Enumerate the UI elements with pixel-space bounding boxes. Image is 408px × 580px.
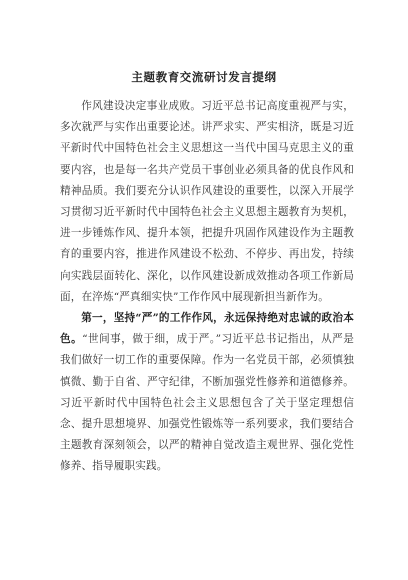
- intro-paragraph: 作风建设决定事业成败。习近平总书记高度重视严与实，多次就严与实作出重要论述。讲严求实、严实相济，既是习近平新时代中国特色社会主义思想这一当代中国马克思主义的重要内容，也是每一名共产党员干事创业必须具备的优良作风和精神品质。我们要充分认识作风建设的重要性，以深入开展学习贯彻习近平新时代中国特色社会主义思想主题教育为契机，进一步锤炼作风、提升本领，把提升巩固作风建设作为主题教育的重要内容，推进作风建设不松劲、不停步、再出发，持续向实践层面转化、深化，以作风建设新成效推动各项工作新局面，在淬炼“严真细实快”工作作风中展现新担当新作为。: [60, 100, 354, 303]
- section-1-paragraph: [60, 308, 354, 478]
- section-1-lead: 第一，坚持“严”的工作作风，永远保持绝对忠诚的政治本色。: [60, 312, 354, 346]
- document-body: [60, 96, 354, 478]
- document-title: 主题教育交流研讨发言提纲: [131, 70, 277, 84]
- section-1-body: “世间事，做于细，成于严。”习近平总书记指出，从严是我们做好一切工作的重要保障。作为一名党员干部，必须慎独慎微、勤于自省、严守纪律，不断加强党性修养和道德修养。习近平新时代中国特色社会主义思想包含了关于坚定理想信念、提升思想境界、加强党性锻炼等一系列要求，我们要结合主题教育深刻领会，以严的精神自觉改造主观世界、强化党性修养、指导履职实践。: [60, 333, 354, 473]
